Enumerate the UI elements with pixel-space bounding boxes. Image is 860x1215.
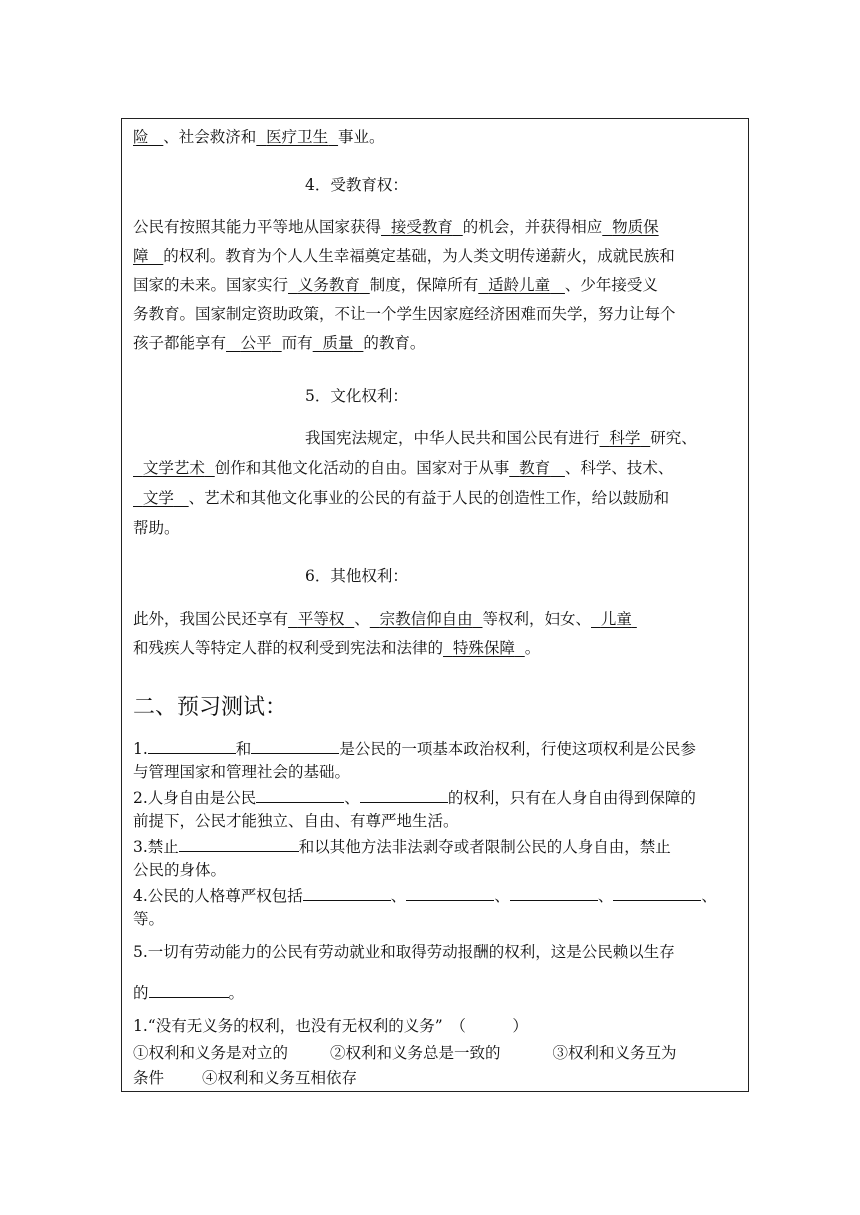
answer-blank[interactable]	[251, 738, 339, 754]
answer-blank[interactable]	[179, 836, 299, 852]
answer-blank[interactable]	[406, 885, 494, 901]
p4-line-5: 孩子都能享有 公平 而有 质量 的教育。	[133, 334, 426, 352]
q1-line-2: 与管理国家和管理社会的基础。	[133, 763, 351, 781]
heading-education: 4．受教育权：	[305, 176, 408, 194]
mc-question: 1.“没有无义务的权利，也没有无权利的义务” （ ）	[133, 1017, 528, 1035]
answer-blank: 医疗卫生	[266, 128, 329, 146]
p4-line-4: 务教育。国家制定资助政策，不让一个学生因家庭经济困难而失学，努力让每个	[133, 305, 676, 323]
answer-blank[interactable]	[303, 885, 391, 901]
p5-line-1: 我国宪法规定，中华人民共和国公民有进行 科学 研究、	[305, 429, 697, 447]
q5-line-1: 5.一切有劳动能力的公民有劳动就业和取得劳动报酬的权利，这是公民赖以生存	[133, 943, 675, 961]
answer-blank: 险	[133, 128, 149, 146]
section-title: 二、预习测试：	[133, 695, 288, 720]
p5-line-4: 帮助。	[133, 519, 180, 537]
p4-line-2: 障 的权利。教育为个人人生幸福奠定基础，为人类文明传递薪火，成就民族和	[133, 247, 675, 265]
mc-options-line-2: 条件 ④权利和义务互相依存	[133, 1069, 358, 1087]
heading-culture: 5．文化权利：	[305, 387, 408, 405]
answer-blank[interactable]	[148, 738, 236, 754]
answer-blank[interactable]	[256, 787, 344, 803]
q4-line-2: 等。	[133, 910, 165, 928]
answer-blank[interactable]	[149, 982, 229, 998]
q2-line-2: 前提下，公民才能独立、自由、有尊严地生活。	[133, 812, 459, 830]
p6-line-1: 此外，我国公民还享有 平等权 、 宗教信仰自由 等权利，妇女、 儿童	[133, 610, 632, 628]
p4-line-1: 公民有按照其能力平等地从国家获得 接受教育 的机会，并获得相应 物质保	[133, 218, 659, 236]
answer-blank[interactable]	[613, 885, 701, 901]
p3-end-line	[133, 127, 385, 147]
p6-line-2: 和残疾人等特定人群的权利受到宪法和法律的 特殊保障 。	[133, 639, 541, 657]
q3-line-2: 公民的身体。	[133, 861, 227, 879]
answer-blank[interactable]	[360, 787, 448, 803]
q5-line-2: 的 。	[133, 984, 245, 1002]
p5-line-2: 文学艺术 创作和其他文化活动的自由。国家对于从事 教育 、科学、技术、	[142, 459, 674, 477]
mc-options-line-1: ①权利和义务是对立的 ②权利和义务总是一致的 ③权利和义务互为	[133, 1044, 677, 1062]
p5-line-3: 文学 、艺术和其他文化事业的公民的有益于人民的创造性工作，给以鼓励和	[142, 489, 670, 507]
answer-blank[interactable]	[510, 885, 598, 901]
p4-line-3: 国家的未来。国家实行 义务教育 制度，保障所有 适龄儿童 、少年接受义	[133, 276, 658, 294]
text: 、社会救济和	[163, 128, 257, 146]
heading-other-rights: 6．其他权利：	[305, 567, 408, 585]
q2-line-1: 2.人身自由是公民 、 的权利，只有在人身自由得到保障的	[133, 789, 696, 807]
q3-line-1: 3.禁止 和以其他方法非法剥夺或者限制公民的人身自由，禁止	[133, 838, 671, 856]
q4-line-1: 4.公民的人格尊严权包括 、 、 、 、	[133, 887, 717, 905]
text: 事业。	[338, 128, 385, 146]
q1-line-1: 1. 和 是公民的一项基本政治权利，行使这项权利是公民参	[133, 740, 696, 758]
